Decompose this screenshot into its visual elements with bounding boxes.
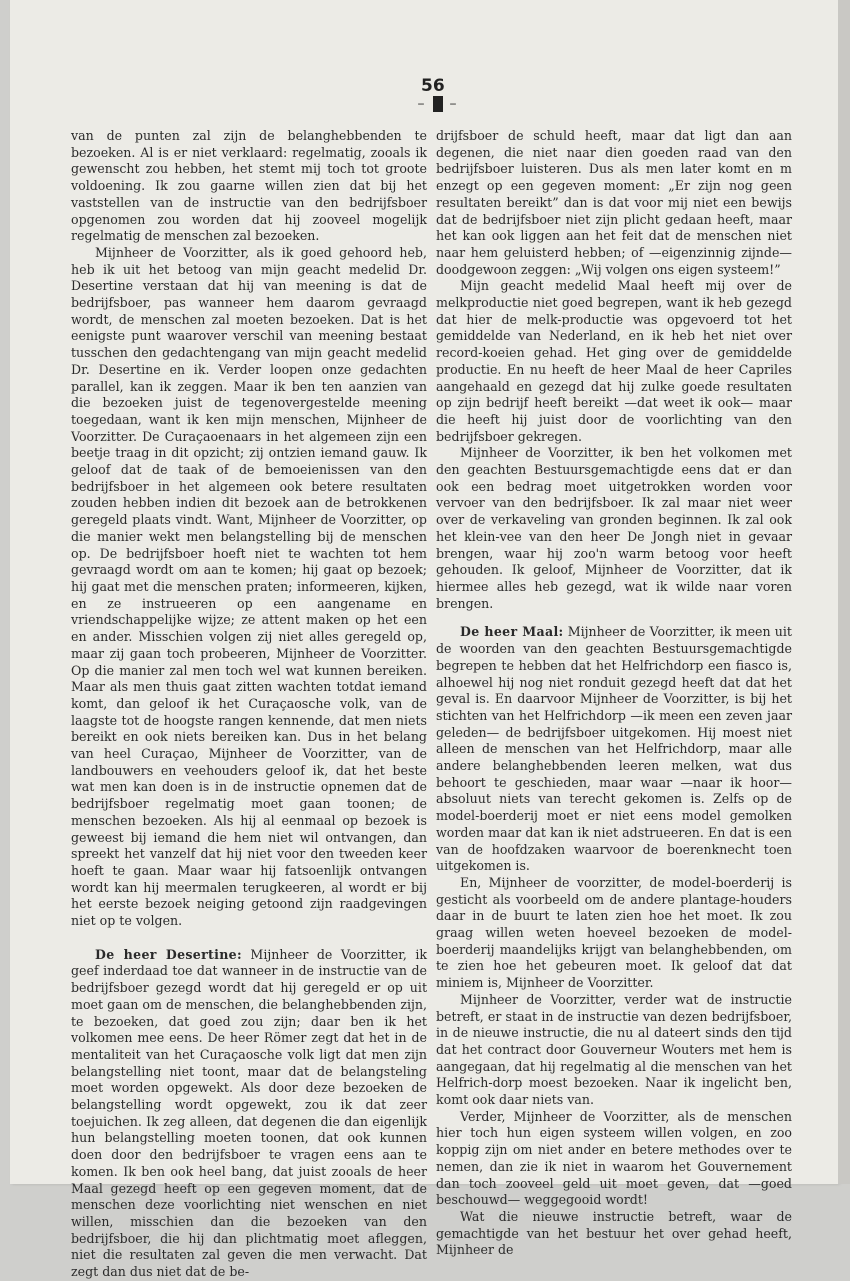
scan-edge xyxy=(838,0,850,1184)
paragraph: Verder, Mijnheer de Voorzitter, als de menschen hier toch hun eigen systeem willen volgen, en zoo koppig zijn om niet ander en betere methodes over te nemen, dan zie ik niet in waarom het Gouvernement dan toch zooveel geld uit moet geven, dat —goed beschouwd— weggegooid wordt! xyxy=(436,1108,792,1208)
speaker-paragraph xyxy=(71,947,427,1281)
paragraph: En, Mijnheer de voorzitter, de model-boerderij is gesticht als voorbeeld om de andere plantage-houders daar in de buurt te laten zien hoe het moet. Ik zou graag willen weten hoeveel bezoeken de model-boerderij maandelijks krijgt van belanghebbenden, om te zien hoe het gebeuren moet. Ik geloof dat dat miniem is, Mijnheer de Voorzitter. xyxy=(436,874,792,991)
paragraph: Mijnheer de Voorzitter, ik ben het volkomen met den geachten Bestuursgemachtigde eens dat er dan ook een bedrag moet uitgetrokken worden voor vervoer van den bedrijfsboer. Ik zal maar niet weer over de verkaveling van gronden beginnen. Ik zal ook het klein-vee van den heer De Jongh niet in gevaar brengen, waar hij zoo'n warm betoog voor heeft gehouden. Ik geloof, Mijnheer de Voorzitter, dat ik hiermee alles heb gezegd, wat ik wilde naar voren brengen. xyxy=(436,445,792,611)
page-number: 56 xyxy=(421,76,445,96)
document-page xyxy=(10,0,838,1280)
ink-blot xyxy=(433,96,443,112)
speaker-paragraph xyxy=(436,624,792,875)
paragraph: Mijnheer de Voorzitter, verder wat de instructie betreft, er staat in de instructie van dezen bedrijfsboer, in de nieuwe instructie, die nu al dateert sinds den tijd dat het contract door Gouverneur Wouters met hem is aangegaan, dat hij regelmatig al die menschen van het Helfrich-dorp moest bezoeken. Naar ik ingelicht ben, komt ook daar niets van. xyxy=(436,991,792,1108)
speech-text: Mijnheer de Voorzitter, ik meen uit de woorden van den geachten Bestuursgemachtigde begrepen te hebben dat het Helfrichdorp een fiasco is, alhoewel hij nog niet ronduit gezegd heeft dat dat het geval is. En daarvoor Mijnheer de Voorzitter, is bij het stichten van het Helfrichdorp —ik meen een zeven jaar geleden— de bedrijfsboer uitgekomen. Hij moest niet alleen de menschen van het Helfrichdorp, maar alle andere belanghebbenden leeren melken, wat dus behoort te geschieden, maar waar —naar ik hoor— absoluut niets van terecht gekomen is. Zelfs op de model-boerderij moet er niet eens model gemolken worden maar dat kan ik niet adstrueeren. En dat is een van de hoofdzaken waarvoor de boerenknecht toen uitgekomen is. xyxy=(436,624,792,874)
left-column xyxy=(71,128,427,1281)
speech-text: Mijnheer de Voorzitter, ik geef inderdaad toe dat wanneer in de instructie van de bedrijfsboer gezegd wordt dat hij geregeld er op uit moet gaan om de menschen, die belanghebbenden zijn, te bezoeken, dat goed zou zijn; daar ben ik het volkomen mee eens. De heer Römer zegt dat het in de mentaliteit van het Curaçaosche volk ligt dat men zijn belangstelling niet toont, maar dat de belangsteling moet worden opgewekt. Als door deze bezoeken de belangstelling wordt opgewekt, zou ik dat zeer toejuichen. Ik zeg alleen, dat degenen die dan eigenlijk hun belangstelling moeten toonen, dat ook kunnen doen door den bedrijfsboer te vragen eens aan te komen. Ik ben ook heel bang, dat juist zooals de heer Maal gezegd heeft op een gegeven moment, dat de menschen deze voorlichting niet wenschen en niet willen, misschien dan die bezoeken van den bedrijfsboer, die hij dan plichtmatig moet afleggen, niet die resultaten zal geven die men verwacht. Dat zegt dan dus niet dat de be- xyxy=(71,946,427,1280)
paragraph: drijfsboer de schuld heeft, maar dat ligt dan aan degenen, die niet naar dien goeden raad van den bedrijfsboer luisteren. Dus als men later komt en m enzegt op een gegeven moment: „Er zijn nog geen resultaten bereikt” dan is dat voor mij niet een bewijs dat de bedrijfsboer niet zijn plicht gedaan heeft, maar het kan ook liggen aan het feit dat de menschen niet naar hem geluisterd hebben; of —eigenzinnig zijnde— doodgewoon zeggen: „Wij volgen ons eigen systeem!” xyxy=(436,128,792,277)
speaker-name: De heer Desertine: xyxy=(95,946,242,962)
speaker-name: De heer Maal: xyxy=(460,624,564,640)
paragraph: van de punten zal zijn de belanghebbenden te bezoeken. Al is er niet verklaard: regelmatig, zooals ik gewenscht zou hebben, het stemt mij toch tot groote voldoening. Ik zou gaarne willen zien dat bij het vaststellen van de instructie van den bedrijfsboer opgenomen zou worden dat hij zooveel mogelijk regelmatig de menschen zal bezoeken. xyxy=(71,128,427,244)
paragraph: Mijnheer de Voorzitter, als ik goed gehoord heb, heb ik uit het betoog van mijn geacht medelid Dr. Desertine verstaan dat hij van meening is dat de bedrijfsboer, pas wanneer hem daarom gevraagd wordt, de menschen zal moeten bezoeken. Dat is het eenigste punt waarover verschil van meening bestaat tusschen den gedachtengang van mijn geacht medelid Dr. Desertine en ik. Verder loopen onze gedachten parallel, kan ik zeggen. Maar ik ben ten aanzien van die bezoeken juist de tegenovergestelde meening toegedaan, want ik ken mijn menschen, Mijnheer de Voorzitter. De Curaçaoenaars in het algemeen zijn een beetje traag in dit opzicht; zij ontzien iemand gauw. Ik geloof dat de taak of de bemoeienissen van den bedrijfsboer in het algemeen ook betere resultaten zouden hebben indien dit bezoek aan de betrokkenen geregeld plaats vindt. Want, Mijnheer de Voorzitter, op die manier wekt men belangstelling bij de menschen op. De bedrijfsboer hoeft niet te wachten tot hem gevraagd wordt om aan te komen; hij gaat op bezoek; hij gaat met die menschen praten; informeeren, kijken, en ze instrueeren op een aangename en vriendschappelijke wijze; ze attent maken op het een en ander. Misschien volgen zij niet alles geregeld op, maar zij gaan toch probeeren, Mijnheer de Voorzitter. Op die manier zal men toch wel wat kunnen bereiken. Maar als men thuis gaat zitten wachten totdat iemand komt, dan geloof ik het Curaçaosche volk, van de laagste tot de hoogste rangen kennende, dat men niets bereikt en ook niets bereiken kan. Dus in het belang van heel Curaçao, Mijnheer de Voorzitter, van de landbouwers en veehouders geloof ik, dat het beste wat men kan doen is in de instructie opnemen dat de bedrijfsboer regelmatig moet gaan toonen; de menschen bezoeken. Als hij al eenmaal op bezoek is geweest bij iemand die hem niet wil ontvangen, dan spreekt het vanzelf dat hij niet voor den tweeden keer hoeft te gaan. Maar waar hij fatsoenlijk ontvangen wordt kan hij meermalen terugkeeren, al wordt er bij het eerste bezoek neiging getoond zijn raadgevingen niet op te volgen. xyxy=(71,244,427,929)
page-number-mark: – – xyxy=(417,96,459,112)
paragraph: Mijn geacht medelid Maal heeft mij over de melkproductie niet goed begrepen, want ik heb gezegd dat hier de melk-productie was opgevoerd tot het gemiddelde van Nederland, en ik heb het niet over record-koeien gehad. Het ging over de gemiddelde productie. En nu heeft de heer Maal de heer Capriles aangehaald en gezegd dat hij zulke goede resultaten op zijn bedrijf heeft bereikt —dat weet ik ook— maar die heeft hij juist door de voorlichting van den bedrijfsboer gekregen. xyxy=(436,278,792,444)
right-column xyxy=(436,128,792,1259)
paragraph: Wat die nieuwe instructie betreft, waar de gemachtigde van het bestuur het over gehad heeft, Mijnheer de xyxy=(436,1209,792,1258)
